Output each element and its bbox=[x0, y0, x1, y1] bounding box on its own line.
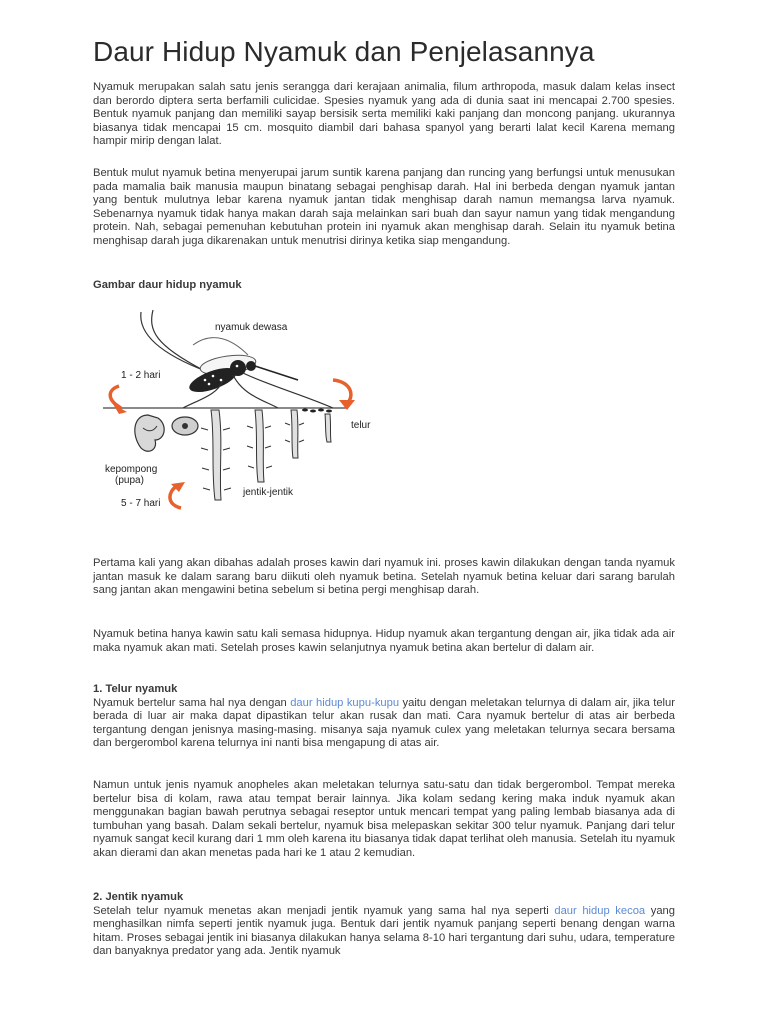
section-2-heading: 2. Jentik nyamuk bbox=[93, 891, 184, 903]
label-egg: telur bbox=[351, 420, 371, 431]
lifecycle-figure bbox=[93, 300, 383, 530]
body-paragraph-1: Pertama kali yang akan dibahas adalah proses kawin dari nyamuk ini. proses kawin dilakukan dengan tanda nyamuk jantan masuk ke dalam sarang baru diikuti oleh nyamuk betina. Setelah nyamuk betina keluar dari sarang barulah sang jantan akan mengawini betina sebelum si betina pergi menghisap darah. bbox=[93, 557, 675, 596]
arrow-top-left-icon bbox=[110, 386, 127, 414]
figure-heading: Gambar daur hidup nyamuk bbox=[93, 279, 242, 291]
intro-paragraph-1: Nyamuk merupakan salah satu jenis serangga dari kerajaan animalia, filum arthropoda, masuk dalam kelas insect dan berordo diptera serta berfamili culicidae. Spesies nyamuk yang ada di dunia saat ini mencapai 2.700 spesies. Bentuk nyamuk panjang dan memiliki sayap bersisik serta memiliki kaki panjang dan moncong panjang. ukurannya biasanya tidak mencapai 15 cm. mosquito diambil dari bahasa spanyol yang berarti lalat kecil Karena memang hampir mirip dengan lalat. bbox=[93, 81, 675, 147]
label-pupa-line1: kepompong bbox=[105, 464, 158, 475]
link-butterfly-lifecycle[interactable]: daur hidup kupu-kupu bbox=[290, 696, 400, 709]
section-1-heading: 1. Telur nyamuk bbox=[93, 683, 178, 695]
section-1-block bbox=[93, 683, 675, 751]
section-1-paragraph-2-block bbox=[93, 779, 675, 860]
figure-heading-block bbox=[93, 279, 675, 293]
arrow-bottom-icon bbox=[170, 482, 185, 508]
label-larva: jentik-jentik bbox=[243, 487, 294, 498]
section-1-paragraph-2: Namun untuk jenis nyamuk anopheles akan meletakan telurnya satu-satu dan tidak bergerombol. Tempat mereka bertelur bisa di kolam, rawa atau tempat berair lainnya. Jika kolam sedang kering maka induk nyamuk akan menggunakan bagian bawah perutnya sebagai reseptor untuk mencari tempat yang paling lembab biasanya ada di tumbuhan yang basah. Dalam sekali bertelur, nyamuk bisa melepaskan sekitar 300 telur nyamuk. Panjang dari telur nyamuk sangat kecil kurang dari 1 mm oleh karena itu biasanya tidak dapat terlihat oleh manusia. Setelah itu nyamuk akan dierami dan akan menetas pada hari ke 1 atau 2 kemudian. bbox=[93, 779, 675, 859]
section-1-text-after-link: yaitu dengan meletakan telurnya di dalam air, jika telur berada di luar air maka dapat dipastikan telur akan rusak dan mati. Cara nyamuk bertelur di atas air berbeda tergantung dengan jenisnya masing-masing. misanya saja nyamuk culex yang meletakan telurnya secara bersama dan bergerombol karena telurnya ini nanti bisa mengapung di atas air. bbox=[93, 696, 675, 749]
intro-paragraph-2-block bbox=[93, 167, 675, 248]
arrow-top-right-icon bbox=[333, 380, 355, 410]
label-pupa-line2: (pupa) bbox=[115, 475, 144, 486]
section-1-text-before-link: Nyamuk bertelur sama hal nya dengan bbox=[93, 696, 291, 709]
body-paragraph-2: Nyamuk betina hanya kawin satu kali semasa hidupnya. Hidup nyamuk akan tergantung dengan air, jika tidak ada air maka nyamuk akan mati. Setelah proses kawin selanjutnya nyamuk betina akan bertelur di dalam air. bbox=[93, 628, 675, 654]
section-2-text-after-link: yang menghasilkan nimfa seperti jentik nyamuk juga. Bentuk dari jentik nyamuk panjang seperti benang dengan warna hitam. Proses sebagai jentik ini biasanya dilakukan hanya selama 8-10 hari tergantung dari suhu, udara, temperature dan banyaknya predator yang ada. Jentik nyamuk bbox=[93, 904, 675, 957]
section-2-block bbox=[93, 891, 675, 959]
intro-paragraph-1-block bbox=[93, 81, 675, 149]
section-2-text-before-link: Setelah telur nyamuk menetas akan menjadi jentik nyamuk yang sama hal nya seperti bbox=[93, 904, 555, 917]
section-2-paragraph-1 bbox=[93, 905, 675, 959]
link-cockroach-lifecycle[interactable]: daur hidup kecoa bbox=[554, 904, 646, 917]
page-title: Daur Hidup Nyamuk dan Penjelasannya bbox=[93, 36, 595, 67]
pupa-icon bbox=[135, 415, 198, 451]
label-adult: nyamuk dewasa bbox=[215, 322, 288, 333]
lifecycle-diagram bbox=[93, 300, 383, 530]
eggs-icon bbox=[302, 409, 332, 413]
body-paragraph-2-block bbox=[93, 628, 675, 655]
intro-paragraph-2: Bentuk mulut nyamuk betina menyerupai jarum suntik karena panjang dan runcing yang berfungsi untuk menusukan pada mamalia baik manusia maupun binatang sebagai penghisap darah. Hal ini berbeda dengan nyamuk jantan yang bentuk mulutnya lebar karena nyamuk jantan tidak menghisap darah namun memangsa larva nyamuk. Sebenarnya nyamuk tidak hanya makan darah saja melainkan sari buah dan sayur namun yang tidak mengandung protein. Nah, sebagai pemenuhan kebutuhan protein ini nyamuk akan menghisap darah. Selain itu nyamuk betina menghisap darah juga dikarenakan untuk menutrisi dirinya ketika siap mengandung. bbox=[93, 167, 675, 247]
body-paragraph-1-block bbox=[93, 557, 675, 598]
label-5-7-days: 5 - 7 hari bbox=[121, 498, 161, 509]
section-1-paragraph-1 bbox=[93, 697, 675, 751]
label-1-2-days: 1 - 2 hari bbox=[121, 370, 161, 381]
